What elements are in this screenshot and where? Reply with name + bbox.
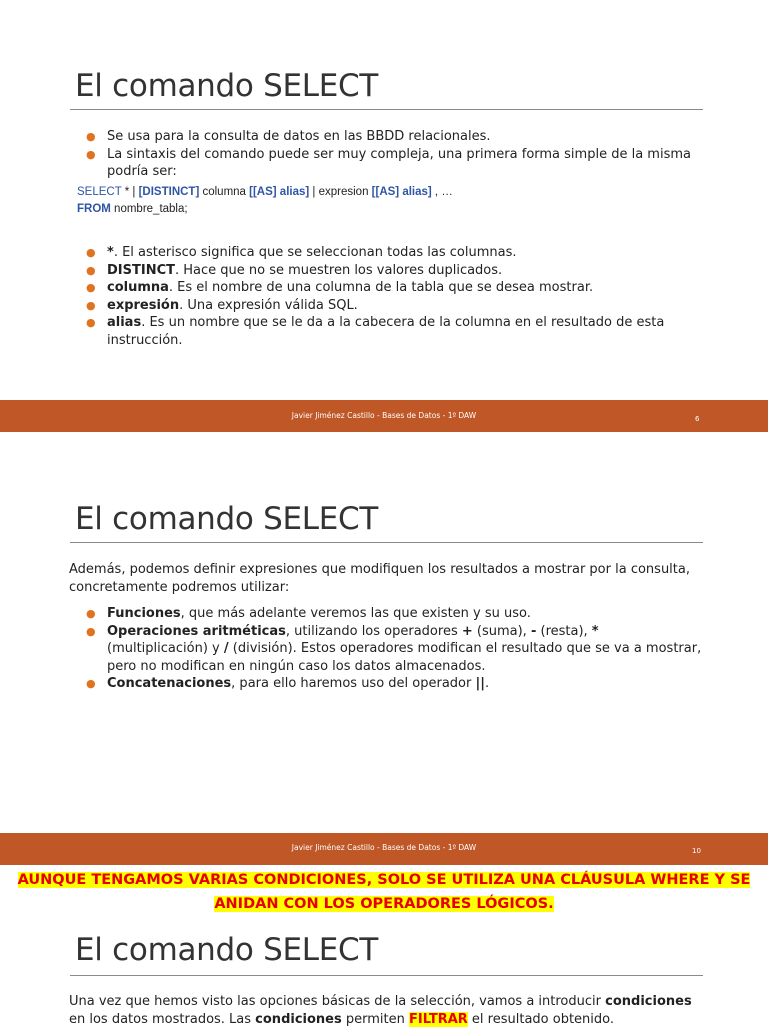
bullet-icon: ● [86, 130, 96, 143]
bullet-icon: ● [86, 624, 96, 638]
title-divider [70, 975, 703, 976]
list-item: ● expresión. Una expresión válida SQL. [86, 297, 358, 313]
slide-footer [0, 400, 768, 432]
bullet-icon: ● [86, 607, 96, 620]
syntax-line-2: FROM nombre_tabla; [77, 203, 188, 215]
syntax-line-1: SELECT * | [DISTINCT] columna [[AS] alias] | expresion [[AS] alias] , … [77, 186, 453, 198]
list-item: ● *. El asterisco significa que se seleccionan todas las columnas. [86, 245, 517, 260]
bullet-icon: ● [86, 263, 96, 277]
options-list [78, 605, 703, 693]
slide-footer [0, 833, 768, 865]
slide-conditions [0, 920, 768, 1027]
list-item: ● Funciones, que más adelante veremos las que existen y su uso. [86, 606, 531, 621]
bullet-icon: ● [86, 677, 96, 690]
list-item: ● alias. Es un nombre que se le da a la cabecera de la columna en el resultado de esta instrucción. [86, 315, 665, 348]
list-item: ● La sintaxis del comando puede ser muy compleja, una primera forma simple de la misma podría ser: [86, 146, 691, 179]
banner-line-1: AUNQUE TENGAMOS VARIAS CONDICIONES, SOLO SE UTILIZA UNA CLÁUSULA WHERE Y SE [17, 872, 751, 888]
slide-10 [0, 433, 768, 833]
footer-text: Javier Jiménez Castillo - Bases de Datos - 1º DAW [291, 843, 477, 852]
intro-bullet-list [78, 128, 708, 181]
warning-banner [0, 868, 768, 916]
slide-title: El comando SELECT [75, 932, 379, 968]
bullet-icon: ● [86, 281, 96, 294]
footer-text: Javier Jiménez Castillo - Bases de Datos - 1º DAW [291, 411, 477, 420]
page-number: 6 [695, 415, 700, 423]
bullet-icon: ● [86, 298, 96, 312]
page-number: 10 [692, 847, 701, 855]
slide-title: El comando SELECT [75, 501, 379, 537]
list-item: ● columna. Es el nombre de una columna de la tabla que se desea mostrar. [86, 280, 594, 295]
bullet-icon: ● [86, 147, 96, 161]
bullet-icon: ● [86, 246, 96, 259]
list-item: ● Se usa para la consulta de datos en las BBDD relacionales. [86, 129, 491, 144]
slide-title: El comando SELECT [75, 68, 379, 104]
list-item: ● Operaciones aritméticas, utilizando los operadores + (suma), - (resta), * (multiplicación) y / (división). Estos operadores modifican el resultado que se va a mostrar, pero no modifican en ningún caso los datos almacenados. [86, 623, 702, 674]
select-syntax [77, 184, 453, 218]
slide-6 [0, 0, 768, 432]
list-item: ● DISTINCT. Hace que no se muestren los valores duplicados. [86, 262, 503, 278]
conditions-paragraph: Una vez que hemos visto las opciones básicas de la selección, vamos a introducir condiciones en los datos mostrados. Las condiciones permiten FILTRAR el resultado obtenido. [69, 994, 692, 1027]
list-item: ● Concatenaciones, para ello haremos uso del operador ||. [86, 676, 490, 691]
title-divider [70, 109, 703, 110]
definitions-list [78, 244, 698, 349]
bullet-icon: ● [86, 316, 96, 329]
intro-paragraph: Además, podemos definir expresiones que modifiquen los resultados a mostrar por la consulta, concretamente podremos utilizar: [69, 562, 690, 595]
banner-line-2: ANIDAN CON LOS OPERADORES LÓGICOS. [214, 896, 554, 912]
title-divider [70, 542, 703, 543]
